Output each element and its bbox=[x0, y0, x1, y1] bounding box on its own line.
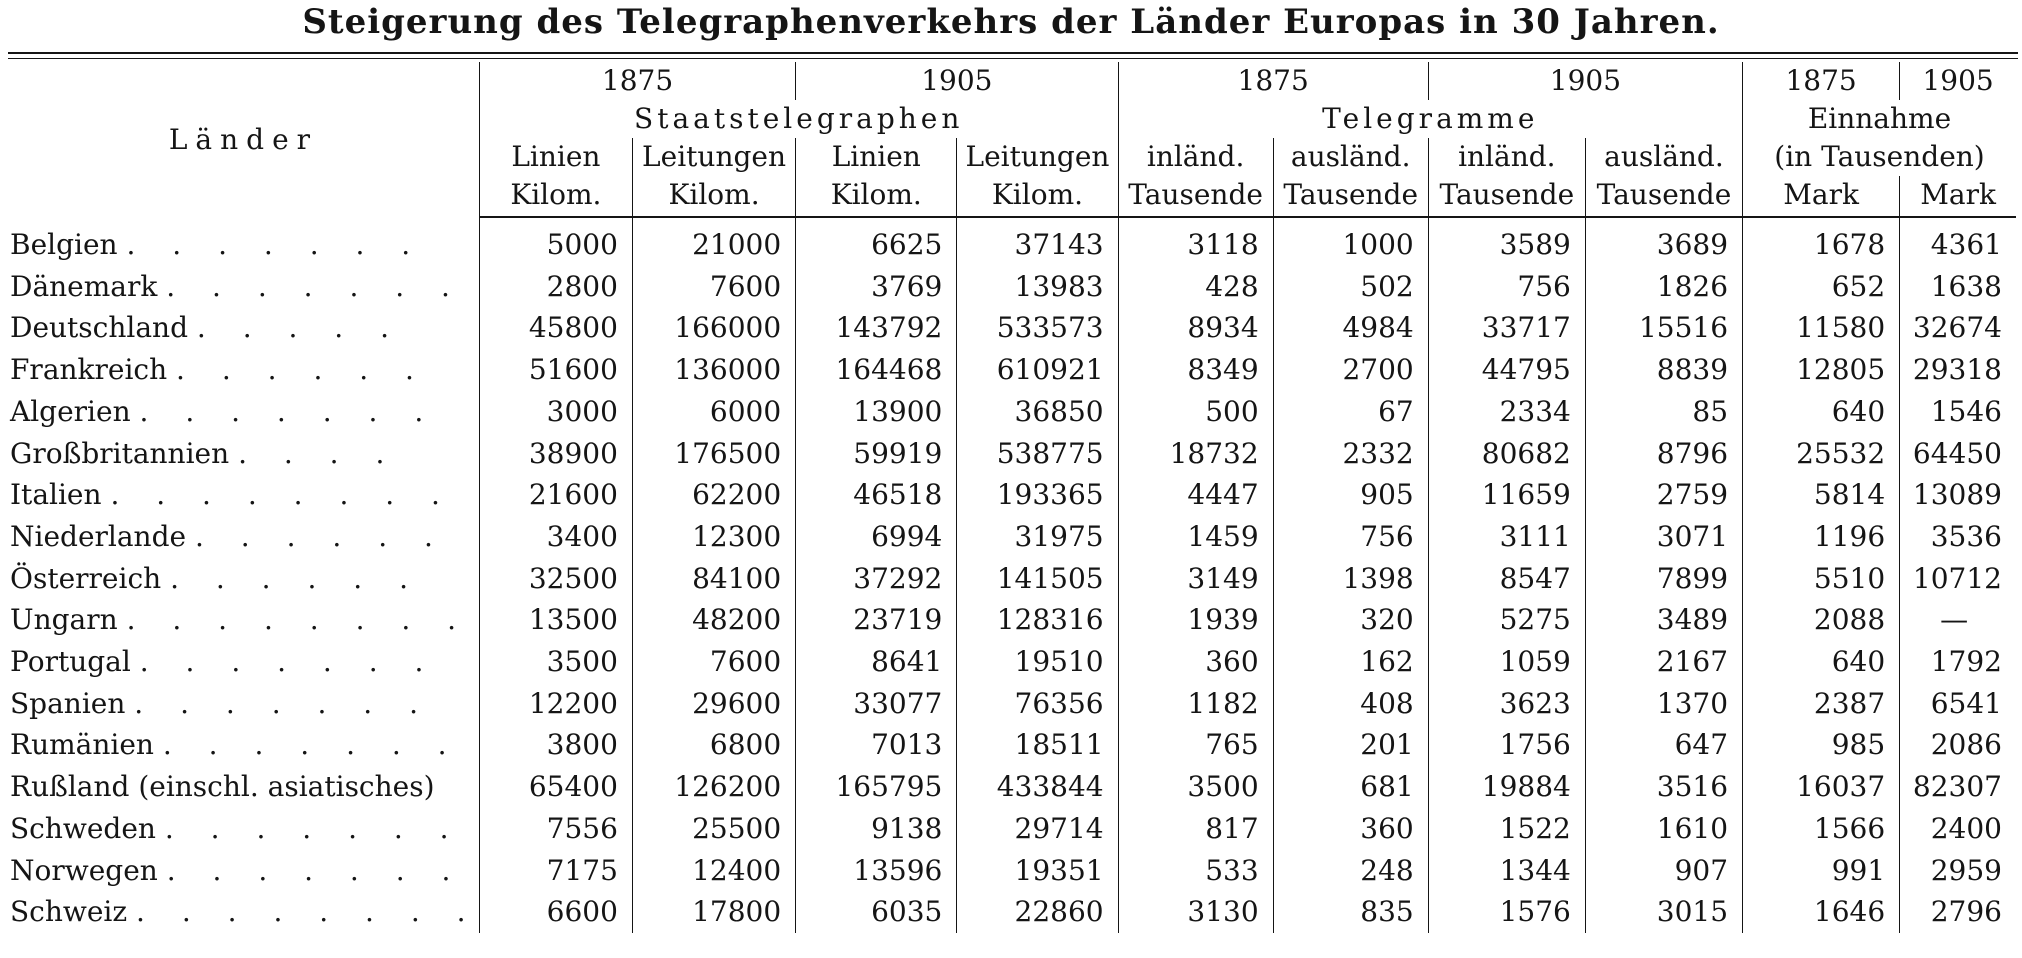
country-name: Portugal bbox=[10, 645, 131, 679]
country-name: Belgien bbox=[10, 227, 118, 261]
country-cell bbox=[8, 349, 479, 391]
value-cell: 25500 bbox=[632, 808, 795, 850]
header-sub-auslaend: ausländ. bbox=[1585, 138, 1742, 176]
value-cell: 13596 bbox=[796, 850, 957, 892]
header-sub-leitungen: Leitungen bbox=[957, 138, 1118, 176]
value-cell: 1826 bbox=[1585, 266, 1742, 308]
value-cell: 65400 bbox=[479, 766, 632, 808]
country-cell bbox=[8, 808, 479, 850]
table-row bbox=[8, 433, 2016, 475]
value-cell: 128316 bbox=[957, 599, 1118, 641]
value-cell: 360 bbox=[1273, 808, 1428, 850]
value-cell: 193365 bbox=[957, 474, 1118, 516]
header-sub-linien: Linien bbox=[479, 138, 632, 176]
value-cell: 11580 bbox=[1743, 307, 1900, 349]
table-row bbox=[8, 724, 2016, 766]
country-name: Italien bbox=[10, 478, 102, 512]
header-sub-linien: Linien bbox=[796, 138, 957, 176]
table-row bbox=[8, 808, 2016, 850]
header-row-years bbox=[8, 62, 2016, 100]
value-cell: 1459 bbox=[1118, 516, 1273, 558]
value-cell: 8839 bbox=[1585, 349, 1742, 391]
value-cell: 2167 bbox=[1585, 641, 1742, 683]
header-year-telegramme-1905: 1905 bbox=[1428, 62, 1742, 100]
value-cell: 2800 bbox=[479, 266, 632, 308]
country-name: Spanien bbox=[10, 686, 126, 720]
country-cell bbox=[8, 599, 479, 641]
table-row bbox=[8, 516, 2016, 558]
value-cell: 985 bbox=[1743, 724, 1900, 766]
value-cell: 8641 bbox=[796, 641, 957, 683]
value-cell: 1939 bbox=[1118, 599, 1273, 641]
value-cell: 13089 bbox=[1900, 474, 2016, 516]
value-cell: 3071 bbox=[1585, 516, 1742, 558]
value-cell: 5275 bbox=[1428, 599, 1585, 641]
value-cell: 85 bbox=[1585, 391, 1742, 433]
country-cell bbox=[8, 516, 479, 558]
value-cell: 64450 bbox=[1900, 433, 2016, 475]
header-group-telegramme: Telegramme bbox=[1118, 100, 1742, 138]
value-cell: 1610 bbox=[1585, 808, 1742, 850]
value-cell: 3689 bbox=[1585, 217, 1742, 266]
value-cell: 3800 bbox=[479, 724, 632, 766]
value-cell: 640 bbox=[1743, 641, 1900, 683]
value-cell: 1370 bbox=[1585, 683, 1742, 725]
value-cell: 2086 bbox=[1900, 724, 2016, 766]
value-cell: 166000 bbox=[632, 307, 795, 349]
value-cell: 136000 bbox=[632, 349, 795, 391]
value-cell: 4361 bbox=[1900, 217, 2016, 266]
country-cell bbox=[8, 307, 479, 349]
value-cell: 3000 bbox=[479, 391, 632, 433]
value-cell: 8349 bbox=[1118, 349, 1273, 391]
header-year-einnahme-1905: 1905 bbox=[1900, 62, 2016, 100]
value-cell: — bbox=[1900, 599, 2016, 641]
value-cell: 1522 bbox=[1428, 808, 1585, 850]
value-cell: 13900 bbox=[796, 391, 957, 433]
value-cell: 76356 bbox=[957, 683, 1118, 725]
country-name: Rußland (einschl. asiatisches) bbox=[10, 770, 435, 804]
country-name: Schweiz bbox=[10, 895, 128, 929]
header-group-staatstelegraphen: Staatstelegraphen bbox=[479, 100, 1118, 138]
value-cell: 991 bbox=[1743, 850, 1900, 892]
header-year-staats-1875: 1875 bbox=[479, 62, 795, 100]
value-cell: 37143 bbox=[957, 217, 1118, 266]
header-unit-mark: Mark bbox=[1743, 176, 1900, 217]
header-unit-tausende: Tausende bbox=[1118, 176, 1273, 217]
leader-dots: . . . . . . . . bbox=[136, 895, 480, 929]
value-cell: 36850 bbox=[957, 391, 1118, 433]
value-cell: 3111 bbox=[1428, 516, 1585, 558]
value-cell: 817 bbox=[1118, 808, 1273, 850]
value-cell: 1792 bbox=[1900, 641, 2016, 683]
value-cell: 8934 bbox=[1118, 307, 1273, 349]
country-cell bbox=[8, 558, 479, 600]
value-cell: 37292 bbox=[796, 558, 957, 600]
leader-dots: . . . . . bbox=[196, 311, 404, 345]
header-unit-mark: Mark bbox=[1900, 176, 2016, 217]
value-cell: 62200 bbox=[632, 474, 795, 516]
country-cell bbox=[8, 474, 479, 516]
value-cell: 652 bbox=[1743, 266, 1900, 308]
value-cell: 765 bbox=[1118, 724, 1273, 766]
value-cell: 18511 bbox=[957, 724, 1118, 766]
value-cell: 4447 bbox=[1118, 474, 1273, 516]
header-unit-kilom: Kilom. bbox=[796, 176, 957, 217]
value-cell: 59919 bbox=[796, 433, 957, 475]
country-name: Österreich bbox=[10, 561, 162, 595]
header-unit-tausende: Tausende bbox=[1585, 176, 1742, 217]
value-cell: 29318 bbox=[1900, 349, 2016, 391]
header-unit-tausende: Tausende bbox=[1273, 176, 1428, 217]
value-cell: 6600 bbox=[479, 891, 632, 933]
leader-dots: . . . . . . . bbox=[134, 686, 433, 720]
value-cell: 533573 bbox=[957, 307, 1118, 349]
telegraph-table bbox=[8, 62, 2016, 933]
header-laender: Länder bbox=[168, 122, 319, 156]
value-cell: 7600 bbox=[632, 266, 795, 308]
country-name: Dänemark bbox=[10, 269, 158, 303]
value-cell: 12200 bbox=[479, 683, 632, 725]
country-name: Algerien bbox=[10, 394, 131, 428]
value-cell: 3489 bbox=[1585, 599, 1742, 641]
value-cell: 38900 bbox=[479, 433, 632, 475]
value-cell: 22860 bbox=[957, 891, 1118, 933]
header-group-einnahme: Einnahme bbox=[1743, 100, 2016, 138]
value-cell: 2334 bbox=[1428, 391, 1585, 433]
leader-dots: . . . . . . bbox=[170, 561, 422, 595]
country-name: Norwegen bbox=[10, 853, 158, 887]
value-cell: 433844 bbox=[957, 766, 1118, 808]
value-cell: 610921 bbox=[957, 349, 1118, 391]
value-cell: 6800 bbox=[632, 724, 795, 766]
header-sub-inlaend: inländ. bbox=[1118, 138, 1273, 176]
value-cell: 32500 bbox=[479, 558, 632, 600]
value-cell: 1059 bbox=[1428, 641, 1585, 683]
value-cell: 6625 bbox=[796, 217, 957, 266]
value-cell: 162 bbox=[1273, 641, 1428, 683]
table-row bbox=[8, 349, 2016, 391]
value-cell: 1646 bbox=[1743, 891, 1900, 933]
country-name: Großbritannien bbox=[10, 436, 230, 470]
country-cell bbox=[8, 850, 479, 892]
value-cell: 84100 bbox=[632, 558, 795, 600]
value-cell: 1182 bbox=[1118, 683, 1273, 725]
value-cell: 51600 bbox=[479, 349, 632, 391]
country-cell bbox=[8, 391, 479, 433]
value-cell: 6035 bbox=[796, 891, 957, 933]
value-cell: 1566 bbox=[1743, 808, 1900, 850]
value-cell: 25532 bbox=[1743, 433, 1900, 475]
header-sub-in-tausenden: (in Tausenden) bbox=[1743, 138, 2016, 176]
value-cell: 19884 bbox=[1428, 766, 1585, 808]
value-cell: 11659 bbox=[1428, 474, 1585, 516]
value-cell: 360 bbox=[1118, 641, 1273, 683]
value-cell: 408 bbox=[1273, 683, 1428, 725]
value-cell: 1638 bbox=[1900, 266, 2016, 308]
leader-dots: . . . . . . bbox=[176, 353, 428, 387]
value-cell: 33717 bbox=[1428, 307, 1585, 349]
value-cell: 9138 bbox=[796, 808, 957, 850]
value-cell: 201 bbox=[1273, 724, 1428, 766]
country-cell bbox=[8, 683, 479, 725]
value-cell: 7013 bbox=[796, 724, 957, 766]
country-name: Rumänien bbox=[10, 728, 154, 762]
value-cell: 45800 bbox=[479, 307, 632, 349]
value-cell: 21600 bbox=[479, 474, 632, 516]
value-cell: 12300 bbox=[632, 516, 795, 558]
leader-dots: . . . . . . . bbox=[139, 645, 438, 679]
table-row bbox=[8, 641, 2016, 683]
table-row bbox=[8, 850, 2016, 892]
value-cell: 3149 bbox=[1118, 558, 1273, 600]
value-cell: 7175 bbox=[479, 850, 632, 892]
value-cell: 12400 bbox=[632, 850, 795, 892]
leader-dots: . . . . . . . bbox=[139, 394, 438, 428]
value-cell: 7600 bbox=[632, 641, 795, 683]
value-cell: 500 bbox=[1118, 391, 1273, 433]
value-cell: 7899 bbox=[1585, 558, 1742, 600]
header-year-einnahme-1875: 1875 bbox=[1743, 62, 1900, 100]
value-cell: 1196 bbox=[1743, 516, 1900, 558]
value-cell: 29600 bbox=[632, 683, 795, 725]
value-cell: 13983 bbox=[957, 266, 1118, 308]
value-cell: 3623 bbox=[1428, 683, 1585, 725]
country-cell bbox=[8, 217, 479, 266]
header-unit-tausende: Tausende bbox=[1428, 176, 1585, 217]
value-cell: 6541 bbox=[1900, 683, 2016, 725]
value-cell: 3130 bbox=[1118, 891, 1273, 933]
value-cell: 1756 bbox=[1428, 724, 1585, 766]
value-cell: 3589 bbox=[1428, 217, 1585, 266]
table-row bbox=[8, 683, 2016, 725]
country-cell bbox=[8, 766, 479, 808]
value-cell: 3400 bbox=[479, 516, 632, 558]
value-cell: 3769 bbox=[796, 266, 957, 308]
country-cell bbox=[8, 891, 479, 933]
value-cell: 756 bbox=[1428, 266, 1585, 308]
value-cell: 80682 bbox=[1428, 433, 1585, 475]
value-cell: 5510 bbox=[1743, 558, 1900, 600]
country-cell bbox=[8, 266, 479, 308]
leader-dots: . . . . . . bbox=[195, 519, 447, 553]
value-cell: 32674 bbox=[1900, 307, 2016, 349]
title-rule-thin bbox=[8, 58, 2018, 59]
leader-dots: . . . . . . . bbox=[164, 811, 463, 845]
value-cell: 33077 bbox=[796, 683, 957, 725]
value-cell: 6000 bbox=[632, 391, 795, 433]
value-cell: 3500 bbox=[479, 641, 632, 683]
table-title: Steigerung des Telegraphenverkehrs der Länder Europas in 30 Jahren. bbox=[302, 2, 1720, 42]
value-cell: 48200 bbox=[632, 599, 795, 641]
value-cell: 16037 bbox=[1743, 766, 1900, 808]
leader-dots: . . . . bbox=[238, 436, 399, 470]
value-cell: 18732 bbox=[1118, 433, 1273, 475]
value-cell: 1344 bbox=[1428, 850, 1585, 892]
value-cell: 126200 bbox=[632, 766, 795, 808]
value-cell: 12805 bbox=[1743, 349, 1900, 391]
header-unit-kilom: Kilom. bbox=[479, 176, 632, 217]
value-cell: 10712 bbox=[1900, 558, 2016, 600]
value-cell: 681 bbox=[1273, 766, 1428, 808]
value-cell: 165795 bbox=[796, 766, 957, 808]
value-cell: 907 bbox=[1585, 850, 1742, 892]
leader-dots: . . . . . . . bbox=[162, 728, 461, 762]
value-cell: 835 bbox=[1273, 891, 1428, 933]
value-cell: 3516 bbox=[1585, 766, 1742, 808]
value-cell: 46518 bbox=[796, 474, 957, 516]
header-sub-inlaend: inländ. bbox=[1428, 138, 1585, 176]
table-body bbox=[8, 217, 2016, 933]
value-cell: 15516 bbox=[1585, 307, 1742, 349]
value-cell: 141505 bbox=[957, 558, 1118, 600]
country-name: Ungarn bbox=[10, 603, 118, 637]
value-cell: 4984 bbox=[1273, 307, 1428, 349]
value-cell: 3536 bbox=[1900, 516, 2016, 558]
leader-dots: . . . . . . . bbox=[126, 227, 425, 261]
value-cell: 21000 bbox=[632, 217, 795, 266]
value-cell: 6994 bbox=[796, 516, 957, 558]
value-cell: 248 bbox=[1273, 850, 1428, 892]
value-cell: 2796 bbox=[1900, 891, 2016, 933]
value-cell: 2759 bbox=[1585, 474, 1742, 516]
country-name: Schweden bbox=[10, 811, 156, 845]
title-rule-thick bbox=[8, 52, 2018, 54]
country-cell bbox=[8, 641, 479, 683]
country-name: Deutschland bbox=[10, 311, 188, 345]
country-name: Frankreich bbox=[10, 353, 168, 387]
value-cell: 19351 bbox=[957, 850, 1118, 892]
value-cell: 2400 bbox=[1900, 808, 2016, 850]
value-cell: 756 bbox=[1273, 516, 1428, 558]
value-cell: 19510 bbox=[957, 641, 1118, 683]
table-row bbox=[8, 599, 2016, 641]
value-cell: 13500 bbox=[479, 599, 632, 641]
table-row bbox=[8, 307, 2016, 349]
header-unit-kilom: Kilom. bbox=[957, 176, 1118, 217]
value-cell: 647 bbox=[1585, 724, 1742, 766]
value-cell: 23719 bbox=[796, 599, 957, 641]
leader-dots: . . . . . . . bbox=[166, 269, 464, 303]
value-cell: 8796 bbox=[1585, 433, 1742, 475]
value-cell: 538775 bbox=[957, 433, 1118, 475]
value-cell: 31975 bbox=[957, 516, 1118, 558]
header-sub-leitungen: Leitungen bbox=[632, 138, 795, 176]
value-cell: 67 bbox=[1273, 391, 1428, 433]
country-cell bbox=[8, 433, 479, 475]
value-cell: 2700 bbox=[1273, 349, 1428, 391]
table-row bbox=[8, 217, 2016, 266]
leader-dots: . . . . . . . bbox=[166, 853, 465, 887]
value-cell: 2332 bbox=[1273, 433, 1428, 475]
value-cell: 29714 bbox=[957, 808, 1118, 850]
header-year-staats-1905: 1905 bbox=[796, 62, 1118, 100]
value-cell: 533 bbox=[1118, 850, 1273, 892]
value-cell: 143792 bbox=[796, 307, 957, 349]
value-cell: 17800 bbox=[632, 891, 795, 933]
value-cell: 1546 bbox=[1900, 391, 2016, 433]
table-row bbox=[8, 266, 2016, 308]
value-cell: 3500 bbox=[1118, 766, 1273, 808]
value-cell: 905 bbox=[1273, 474, 1428, 516]
value-cell: 1398 bbox=[1273, 558, 1428, 600]
country-name: Niederlande bbox=[10, 519, 187, 553]
value-cell: 320 bbox=[1273, 599, 1428, 641]
header-unit-kilom: Kilom. bbox=[632, 176, 795, 217]
value-cell: 176500 bbox=[632, 433, 795, 475]
value-cell: 428 bbox=[1118, 266, 1273, 308]
table-row bbox=[8, 558, 2016, 600]
value-cell: 1000 bbox=[1273, 217, 1428, 266]
value-cell: 5814 bbox=[1743, 474, 1900, 516]
value-cell: 1678 bbox=[1743, 217, 1900, 266]
country-cell bbox=[8, 724, 479, 766]
table-row bbox=[8, 391, 2016, 433]
value-cell: 164468 bbox=[796, 349, 957, 391]
value-cell: 2959 bbox=[1900, 850, 2016, 892]
value-cell: 82307 bbox=[1900, 766, 2016, 808]
value-cell: 640 bbox=[1743, 391, 1900, 433]
value-cell: 3015 bbox=[1585, 891, 1742, 933]
value-cell: 3118 bbox=[1118, 217, 1273, 266]
leader-dots: . . . . . . . . bbox=[126, 603, 471, 637]
value-cell: 1576 bbox=[1428, 891, 1585, 933]
table-row bbox=[8, 474, 2016, 516]
value-cell: 7556 bbox=[479, 808, 632, 850]
header-year-telegramme-1875: 1875 bbox=[1118, 62, 1428, 100]
value-cell: 8547 bbox=[1428, 558, 1585, 600]
value-cell: 502 bbox=[1273, 266, 1428, 308]
value-cell: 2387 bbox=[1743, 683, 1900, 725]
header-sub-auslaend: ausländ. bbox=[1273, 138, 1428, 176]
table-row bbox=[8, 891, 2016, 933]
table-row bbox=[8, 766, 2016, 808]
value-cell: 5000 bbox=[479, 217, 632, 266]
value-cell: 44795 bbox=[1428, 349, 1585, 391]
leader-dots: . . . . . . . . bbox=[110, 478, 454, 512]
value-cell: 2088 bbox=[1743, 599, 1900, 641]
